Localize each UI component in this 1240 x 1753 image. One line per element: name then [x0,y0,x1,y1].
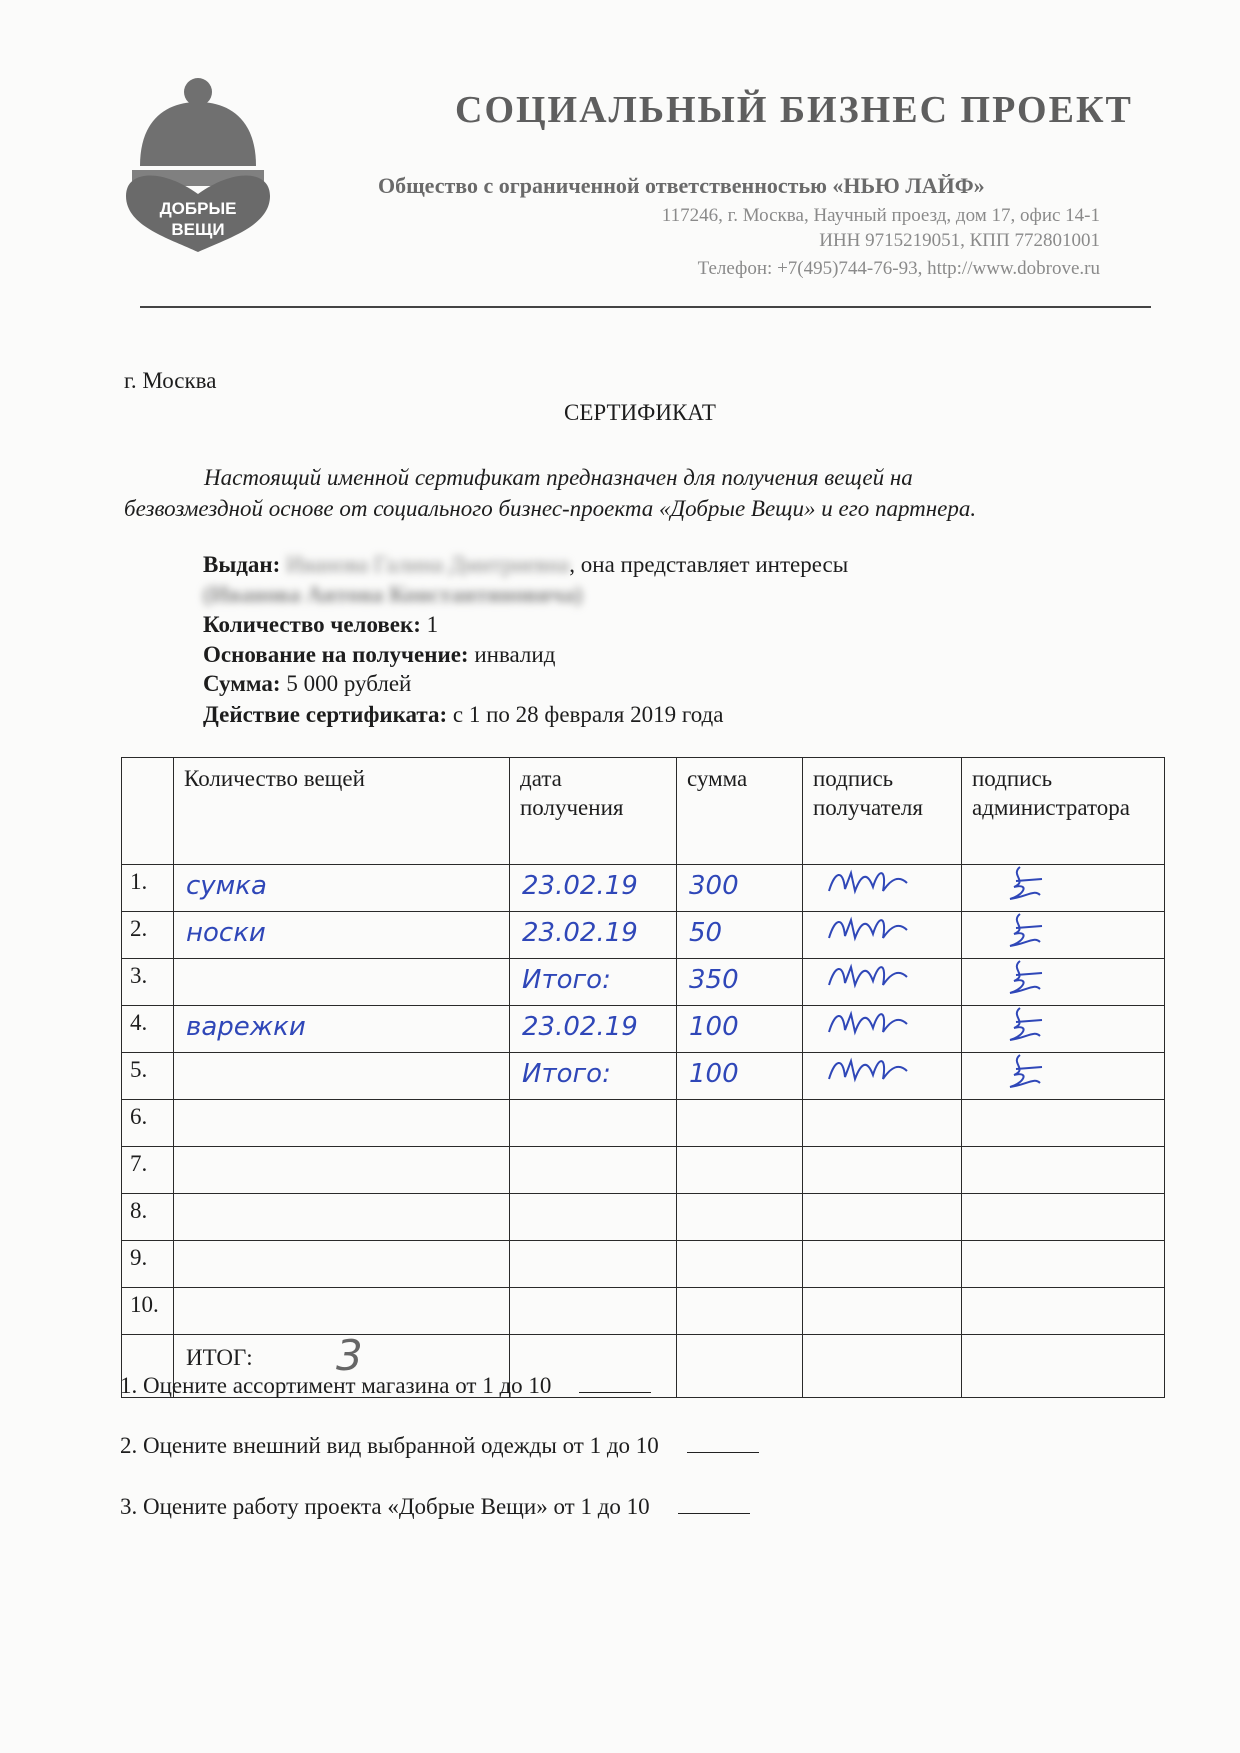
item-cell [174,912,510,959]
recipient-signature-cell [803,959,962,1006]
field-basis [203,642,555,668]
survey-question-text: 1. Оцените ассортимент магазина от 1 до 10 [120,1373,552,1398]
survey-question-text: 2. Оцените внешний вид выбранной одежды от 1 до 10 [120,1433,659,1458]
table-row [122,1147,1165,1194]
row-number: 10. [122,1288,174,1335]
recipient-signature-cell [803,1194,962,1241]
recipient-signature-cell [803,1100,962,1147]
table-row [122,865,1165,912]
col-header-items: Количество вещей [174,758,510,865]
date-cell [510,1147,677,1194]
recipient-signature [821,1002,921,1048]
row-number: 6. [122,1100,174,1147]
basis-label: Основание на получение: [203,642,469,667]
date-handwritten: 23.02.19 [522,1012,638,1042]
date-cell [510,1100,677,1147]
sum-cell [677,1241,803,1288]
sum-cell [677,1288,803,1335]
sum-handwritten: 300 [689,871,739,901]
sum-cell [677,1100,803,1147]
intro-line-2: безвозмездной основе от социального бизнес-проекта «Добрые Вещи» и его партнера. [124,496,977,521]
sum-handwritten: 100 [689,1059,739,1089]
row-number: 9. [122,1241,174,1288]
survey-question-1 [120,1373,651,1399]
sum-cell [677,1006,803,1053]
row-number: 7. [122,1147,174,1194]
logo-hat-heart-icon [118,78,278,253]
admin-signature-cell [962,865,1165,912]
survey-answer-blank[interactable] [579,1374,651,1393]
sum-cell [677,912,803,959]
header-title: СОЦИАЛЬНЫЙ БИЗНЕС ПРОЕКТ [455,89,1133,131]
table-row [122,1053,1165,1100]
item-cell [174,1288,510,1335]
admin-signature-cell [962,1147,1165,1194]
admin-signature [980,861,1080,907]
admin-signature [980,908,1080,954]
ledger-table [121,757,1165,1398]
table-row [122,1100,1165,1147]
col-header-num [122,758,174,865]
field-represented [203,582,583,608]
document-title: СЕРТИФИКАТ [564,400,716,425]
table-row [122,1194,1165,1241]
header-address: 117246, г. Москва, Научный проезд, дом 17, офис 14-1 [661,205,1100,226]
item-cell [174,1147,510,1194]
logo [118,78,278,253]
table-row [122,1241,1165,1288]
col-header-sum: сумма [677,758,803,865]
date-cell [510,1288,677,1335]
recipient-signature-cell [803,1288,962,1335]
admin-signature-cell [962,912,1165,959]
row-number: 4. [122,1006,174,1053]
survey-question-text: 3. Оцените работу проекта «Добрые Вещи» от 1 до 10 [120,1494,650,1519]
sum-cell [677,1194,803,1241]
field-sum [203,671,411,697]
recipient-signature-cell [803,1053,962,1100]
recipient-signature [821,955,921,1001]
svg-text:ДОБРЫЕ: ДОБРЫЕ [159,199,237,218]
admin-signature [980,1002,1080,1048]
date-cell [510,1053,677,1100]
item-cell [174,1194,510,1241]
recipient-signature-cell [803,1006,962,1053]
field-count [203,612,438,638]
row-number: 8. [122,1194,174,1241]
date-cell [510,912,677,959]
valid-label: Действие сертификата: [203,702,448,727]
row-number: 2. [122,912,174,959]
admin-signature-cell [962,1053,1165,1100]
item-cell [174,1006,510,1053]
row-number: 3. [122,959,174,1006]
issued-to-redacted: Иванова Галина Дмитриевна [286,552,570,577]
table-row [122,912,1165,959]
sum-handwritten: 50 [689,918,723,948]
item-handwritten: сумка [186,871,267,901]
date-cell [510,1241,677,1288]
item-handwritten: носки [186,918,266,948]
total-label: ИТОГ: [186,1345,253,1370]
survey-question-2 [120,1433,759,1459]
table-row [122,1288,1165,1335]
sum-cell [677,865,803,912]
field-validity [203,702,723,728]
item-cell [174,959,510,1006]
item-cell [174,1053,510,1100]
admin-signature-cell [962,959,1165,1006]
issued-label: Выдан: [203,552,281,577]
date-cell [510,865,677,912]
header-tax-ids: ИНН 9715219051, КПП 772801001 [819,230,1100,251]
item-handwritten: варежки [186,1012,306,1042]
date-cell [510,1194,677,1241]
survey-answer-blank[interactable] [678,1495,750,1514]
intro-line-1: Настоящий именной сертификат предназначен для получения вещей на [204,465,913,490]
admin-signature [980,955,1080,1001]
sum-cell [677,1147,803,1194]
sum-value: 5 000 рублей [286,671,412,696]
item-cell [174,1100,510,1147]
header-org: Общество с ограниченной ответственностью «НЬЮ ЛАЙФ» [378,173,985,198]
col-header-date: дата получения [510,758,677,865]
header-contacts: Телефон: +7(495)744-76-93, http://www.dobrove.ru [697,258,1100,279]
item-cell [174,865,510,912]
recipient-signature-cell [803,912,962,959]
sum-handwritten: 100 [689,1012,739,1042]
survey-question-3 [120,1494,750,1520]
item-cell [174,1241,510,1288]
count-value: 1 [426,612,439,637]
admin-signature-cell [962,1241,1165,1288]
date-handwritten: Итого: [522,965,611,995]
admin-signature [980,1049,1080,1095]
date-handwritten: 23.02.19 [522,871,638,901]
col-header-admin-signature: подпись администратора [962,758,1165,865]
recipient-signature-cell [803,1241,962,1288]
svg-text:ВЕЩИ: ВЕЩИ [171,220,225,239]
city: г. Москва [124,368,217,393]
admin-signature-cell [962,1006,1165,1053]
recipient-signature-cell [803,865,962,912]
admin-signature-cell [962,1288,1165,1335]
col-header-recipient-signature: подпись получателя [803,758,962,865]
date-cell [510,1006,677,1053]
table-row [122,1006,1165,1053]
recipient-signature [821,908,921,954]
issued-suffix: , она представляет интересы [569,552,849,577]
date-cell [510,959,677,1006]
date-handwritten: 23.02.19 [522,918,638,948]
row-number: 5. [122,1053,174,1100]
field-issued [203,552,848,578]
sum-label: Сумма: [203,671,281,696]
sum-cell [677,959,803,1006]
admin-signature-cell [962,1100,1165,1147]
basis-value: инвалид [474,642,556,667]
sum-cell [677,1053,803,1100]
represented-redacted: (Иванова Антона Константиновича) [203,582,583,607]
sum-handwritten: 350 [689,965,739,995]
recipient-signature [821,1049,921,1095]
table-header-row [122,758,1165,865]
recipient-signature [821,861,921,907]
row-number: 1. [122,865,174,912]
admin-signature-cell [962,1194,1165,1241]
total-value: 3 [336,1331,363,1380]
header-divider [140,306,1151,308]
count-label: Количество человек: [203,612,421,637]
table-row [122,959,1165,1006]
date-handwritten: Итого: [522,1059,611,1089]
recipient-signature-cell [803,1147,962,1194]
valid-value: с 1 по 28 февраля 2019 года [452,702,724,727]
survey-answer-blank[interactable] [687,1434,759,1453]
